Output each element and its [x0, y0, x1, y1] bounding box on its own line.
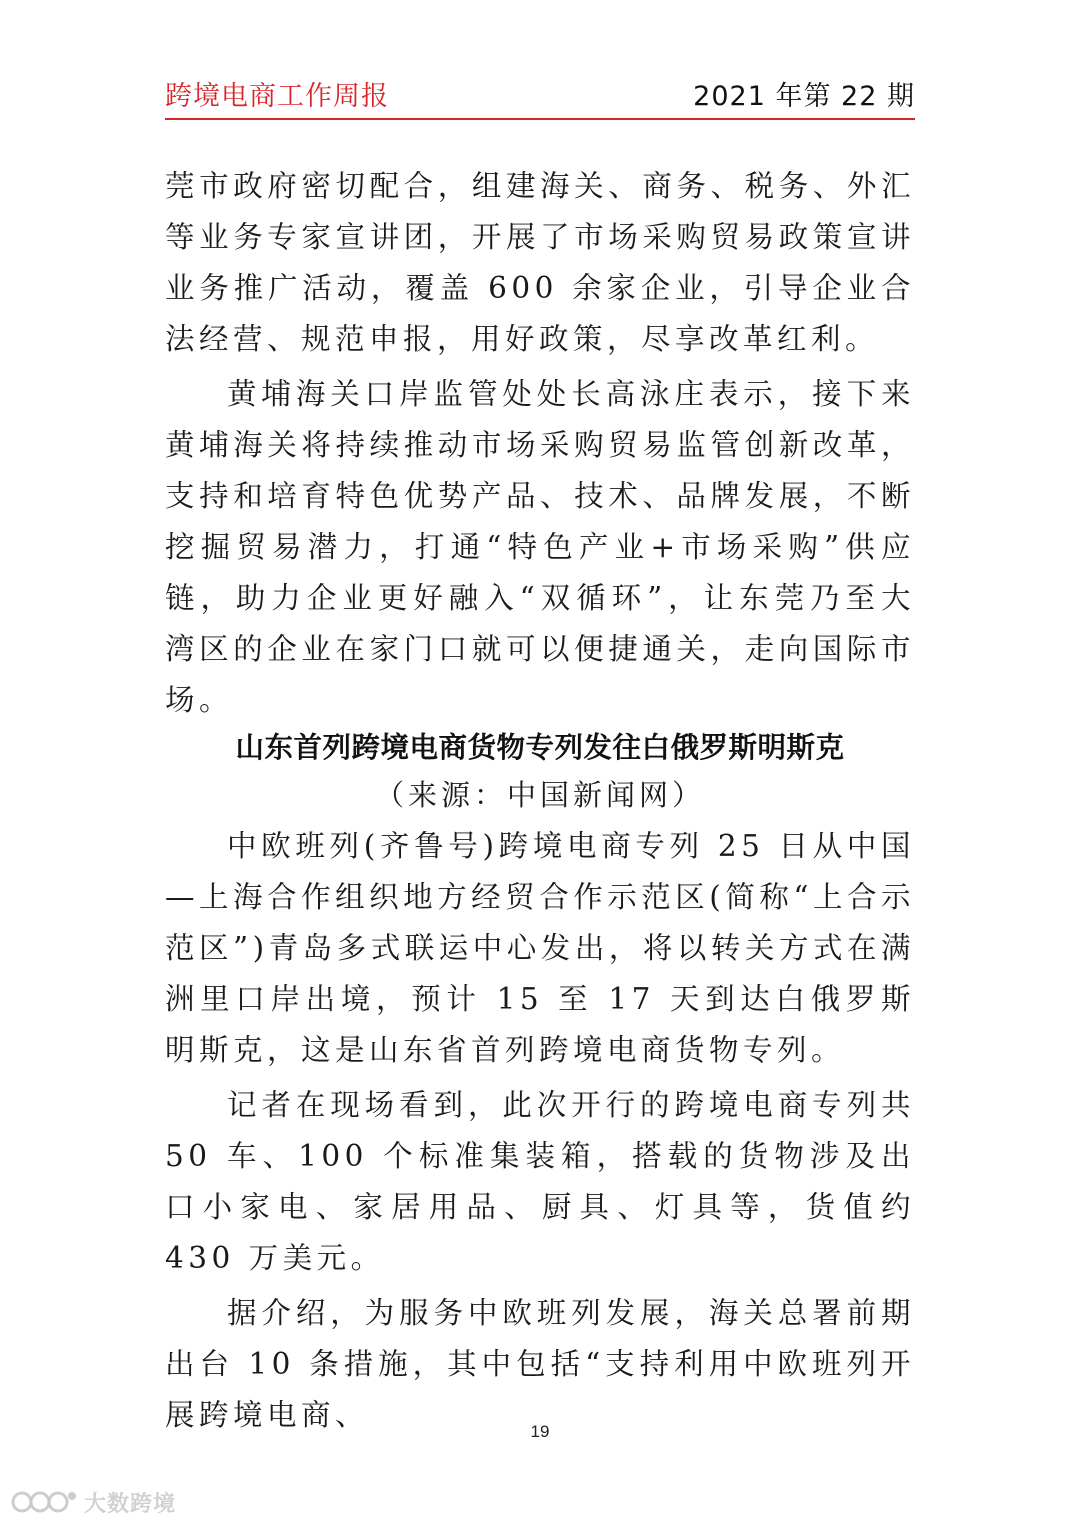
paragraph: 据介绍，为服务中欧班列发展，海关总署前期出台 10 条措施，其中包括“支持利用中欧班列开展跨境电商、	[165, 1296, 915, 1432]
page-header	[165, 74, 915, 114]
article-title: 山东首列跨境电商货物专列发往白俄罗斯明斯克	[235, 731, 845, 764]
report-title: 跨境电商工作周报	[165, 81, 389, 112]
article-source: （来源：中国新闻网）	[374, 778, 705, 812]
watermark-text: 大数跨境	[84, 1491, 177, 1517]
paragraph: 记者在现场看到，此次开行的跨境电商专列共 50 车、100 个标准集装箱，搭载的货物涉及出口小家电、家居用品、厨具、灯具等，货值约 430 万美元。	[165, 1088, 915, 1275]
page-number: 19	[530, 1422, 550, 1441]
watermark-logo-icon	[10, 1488, 80, 1516]
paragraph: 黄埔海关口岸监管处处长高泳庄表示，接下来黄埔海关将持续推动市场采购贸易监管创新改革，支持和培育特色优势产品、技术、品牌发展，不断挖掘贸易潜力，打通“特色产业+市场采购”供应链，助力企业更好融入“双循环”，让东莞乃至大湾区的企业在家门口就可以便捷通关，走向国际市场。	[165, 377, 915, 717]
issue-number: 2021 年第 22 期	[693, 81, 915, 112]
watermark	[10, 1487, 176, 1517]
paragraph: 莞市政府密切配合，组建海关、商务、税务、外汇等业务专家宣讲团，开展了市场采购贸易政策宣讲业务推广活动，覆盖 600 余家企业，引导企业合法经营、规范申报，用好政策，尽享改革红利。	[165, 169, 915, 356]
paragraph: 中欧班列(齐鲁号)跨境电商专列 25 日从中国—上海合作组织地方经贸合作示范区(简称“上合示范区”)青岛多式联运中心发出，将以转关方式在满洲里口岸出境，预计 15 至 17 天到达白俄罗斯明斯克，这是山东省首列跨境电商货物专列。	[165, 829, 915, 1067]
section2-body	[165, 821, 915, 1445]
header-divider	[165, 118, 915, 120]
section1-body	[165, 161, 915, 730]
